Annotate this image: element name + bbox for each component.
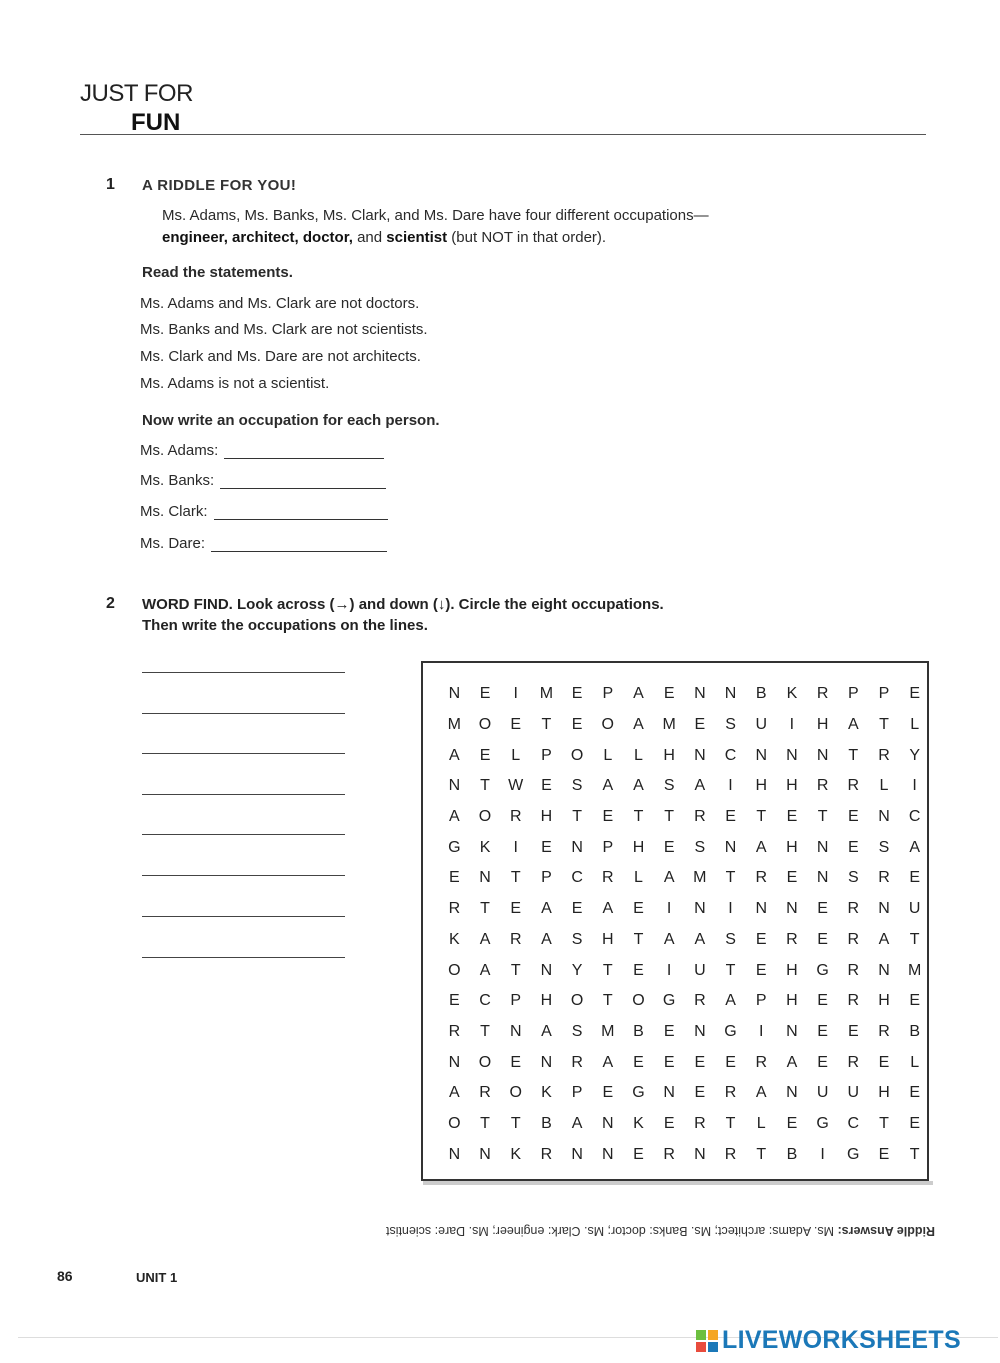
grid-letter[interactable]: E <box>510 900 522 918</box>
grid-letter[interactable]: E <box>817 930 828 948</box>
grid-letter[interactable]: E <box>817 1022 828 1040</box>
grid-letter[interactable]: E <box>909 1114 920 1132</box>
grid-letter[interactable]: H <box>540 992 553 1010</box>
grid-letter[interactable]: K <box>479 838 491 856</box>
liveworksheets-logo[interactable] <box>696 1326 961 1355</box>
grid-letter[interactable]: C <box>479 992 491 1010</box>
grid-letter[interactable]: B <box>755 685 767 703</box>
grid-letter[interactable]: A <box>602 900 614 918</box>
grid-letter[interactable]: N <box>786 1084 798 1102</box>
grid-letter[interactable]: P <box>755 992 767 1010</box>
grid-letter[interactable]: H <box>786 838 798 856</box>
liveworksheets-logo-icon <box>696 1330 718 1352</box>
grid-letter[interactable]: A <box>541 930 552 948</box>
grid-letter[interactable]: M <box>662 716 676 734</box>
grid-letter[interactable]: A <box>633 716 644 734</box>
grid-letter[interactable]: I <box>789 716 795 734</box>
grid-letter[interactable]: S <box>571 777 583 795</box>
grid-letter[interactable]: I <box>728 777 733 795</box>
grid-letter[interactable]: E <box>817 992 828 1010</box>
grid-letter[interactable]: T <box>725 961 736 979</box>
riddle-intro: Ms. Adams, Ms. Banks, Ms. Clark, and Ms. Dare have four different occupations— engineer, architect, doctor, and scientist (but NOT in that order). <box>162 207 709 246</box>
grid-letter[interactable]: R <box>694 992 706 1010</box>
grid-letter[interactable]: N <box>694 746 706 764</box>
grid-letter[interactable]: E <box>663 1114 675 1132</box>
grid-letter[interactable]: T <box>909 1145 920 1163</box>
grid-letter[interactable]: M <box>539 685 554 703</box>
grid-letter[interactable]: O <box>448 1114 461 1132</box>
answer-row-banks <box>140 472 386 489</box>
grid-letter[interactable]: L <box>603 746 613 764</box>
grid-letter[interactable]: T <box>510 961 521 979</box>
grid-letter[interactable]: A <box>602 1053 614 1071</box>
grid-letter[interactable]: R <box>724 1145 737 1163</box>
grid-letter[interactable]: L <box>910 1053 920 1071</box>
grid-letter[interactable]: G <box>632 1084 645 1102</box>
word-find-instructions: WORD FIND. Look across (→) and down (↓). Circle the eight occupations. Then write the occupations on the lines. <box>142 596 664 634</box>
grid-letter[interactable]: K <box>633 1114 644 1132</box>
grid-letter[interactable]: U <box>694 961 706 979</box>
grid-letter[interactable]: I <box>728 900 733 918</box>
grid-letter[interactable]: M <box>601 1022 615 1040</box>
grid-letter[interactable]: U <box>755 716 767 734</box>
grid-letter[interactable]: N <box>786 746 798 764</box>
grid-letter[interactable]: A <box>694 930 706 948</box>
grid-letter[interactable]: R <box>724 1084 737 1102</box>
grid-letter[interactable]: I <box>666 900 672 918</box>
grid-letter[interactable]: E <box>909 685 920 703</box>
section-1-number: 1 <box>106 176 115 193</box>
grid-letter[interactable]: E <box>755 930 767 948</box>
grid-letter[interactable]: U <box>847 1084 860 1102</box>
grid-letter[interactable]: N <box>724 685 737 703</box>
grid-letter[interactable]: N <box>724 838 737 856</box>
answer-blank-banks[interactable] <box>220 488 386 489</box>
grid-letter[interactable]: E <box>541 838 552 856</box>
grid-letter[interactable]: N <box>602 1114 614 1132</box>
riddle-answers-upside-down: Riddle Answers: Ms. Adams: architect; Ms. Banks: doctor; Ms. Clark: engineer; Ms. Dare: scientist <box>385 1224 935 1238</box>
grid-letter[interactable]: E <box>633 900 644 918</box>
word-find-grid <box>439 679 930 1170</box>
grid-letter[interactable]: R <box>847 900 860 918</box>
grid-letter[interactable]: T <box>633 808 644 826</box>
grid-letter[interactable]: A <box>786 1053 798 1071</box>
grid-letter[interactable]: E <box>878 1053 890 1071</box>
grid-letter[interactable]: P <box>541 869 552 887</box>
grid-letter[interactable]: H <box>878 1084 890 1102</box>
grid-letter[interactable]: E <box>725 1053 736 1071</box>
grid-letter[interactable]: I <box>666 961 672 979</box>
grid-letter[interactable]: N <box>816 869 829 887</box>
grid-letter[interactable]: E <box>571 716 583 734</box>
grid-letter[interactable]: H <box>786 777 798 795</box>
grid-letter[interactable]: T <box>817 808 828 826</box>
answer-blank-dare[interactable] <box>211 551 387 552</box>
grid-letter[interactable]: T <box>756 1145 767 1163</box>
grid-letter[interactable]: E <box>817 1053 828 1071</box>
grid-letter[interactable]: I <box>513 838 518 856</box>
title-fun: FUN <box>131 109 181 136</box>
grid-letter[interactable]: S <box>694 838 706 856</box>
grid-letter[interactable]: E <box>479 746 491 764</box>
grid-letter[interactable]: R <box>448 1022 461 1040</box>
grid-letter[interactable]: N <box>786 900 798 918</box>
read-statements-heading: Read the statements. <box>142 264 293 281</box>
grid-letter[interactable]: T <box>633 930 644 948</box>
grid-letter[interactable]: L <box>879 777 889 795</box>
grid-letter[interactable]: T <box>602 961 613 979</box>
liveworksheets-logo-text: LIVEWORKSHEETS <box>722 1326 961 1354</box>
grid-letter[interactable]: T <box>572 808 582 826</box>
grid-letter[interactable]: H <box>786 992 798 1010</box>
grid-letter[interactable]: K <box>786 685 798 703</box>
grid-letter[interactable]: O <box>570 746 584 764</box>
grid-letter[interactable]: I <box>820 1145 825 1163</box>
word-find-grid-box <box>421 661 929 1181</box>
grid-letter[interactable]: L <box>756 1114 766 1132</box>
word-answer-line[interactable] <box>142 957 345 958</box>
grid-letter[interactable]: N <box>755 900 767 918</box>
grid-letter[interactable]: H <box>816 716 829 734</box>
grid-letter[interactable]: G <box>662 992 676 1010</box>
answer-label: Ms. Adams: <box>140 442 219 459</box>
grid-letter[interactable]: R <box>663 1145 675 1163</box>
grid-letter[interactable]: A <box>694 777 706 795</box>
grid-letter[interactable]: R <box>448 900 461 918</box>
grid-letter[interactable]: N <box>694 685 706 703</box>
grid-letter[interactable]: H <box>755 777 767 795</box>
grid-letter[interactable]: E <box>541 777 552 795</box>
grid-letter[interactable]: P <box>602 838 614 856</box>
grid-letter[interactable]: E <box>571 685 583 703</box>
grid-letter[interactable]: U <box>908 900 921 918</box>
grid-letter[interactable]: O <box>478 716 492 734</box>
grid-letter[interactable]: L <box>634 869 643 887</box>
grid-letter[interactable]: A <box>633 685 644 703</box>
grid-letter[interactable]: E <box>602 808 614 826</box>
section-2-number: 2 <box>106 595 115 612</box>
grid-letter[interactable]: N <box>755 746 767 764</box>
grid-letter[interactable]: A <box>449 808 460 826</box>
answer-blank-clark[interactable] <box>214 519 388 520</box>
grid-letter[interactable]: P <box>602 685 614 703</box>
grid-letter[interactable]: T <box>510 869 521 887</box>
grid-letter[interactable]: L <box>634 746 643 764</box>
grid-letter[interactable]: A <box>755 1084 767 1102</box>
grid-letter[interactable]: T <box>756 808 767 826</box>
grid-letter[interactable]: N <box>878 808 890 826</box>
grid-letter[interactable]: T <box>725 869 736 887</box>
grid-letter[interactable]: E <box>725 808 736 826</box>
grid-letter[interactable]: T <box>480 900 490 918</box>
grid-letter[interactable]: R <box>602 869 614 887</box>
grid-letter[interactable]: P <box>510 992 522 1010</box>
grid-letter[interactable]: N <box>602 1145 614 1163</box>
grid-letter[interactable]: P <box>571 1084 583 1102</box>
grid-letter[interactable]: S <box>663 777 675 795</box>
grid-letter[interactable]: N <box>448 685 461 703</box>
grid-letter[interactable]: O <box>601 716 614 734</box>
grid-letter[interactable]: E <box>663 1022 675 1040</box>
grid-letter[interactable]: N <box>878 900 890 918</box>
grid-letter[interactable]: E <box>449 869 460 887</box>
grid-letter[interactable]: K <box>510 1145 522 1163</box>
grid-letter[interactable]: K <box>449 930 460 948</box>
grid-letter[interactable]: C <box>847 1114 860 1132</box>
grid-letter[interactable]: S <box>571 1022 583 1040</box>
grid-letter[interactable]: N <box>786 1022 798 1040</box>
grid-letter[interactable]: T <box>510 1114 521 1132</box>
grid-letter[interactable]: E <box>663 838 675 856</box>
grid-letter[interactable]: A <box>847 716 859 734</box>
grid-letter[interactable]: N <box>540 961 553 979</box>
grid-letter[interactable]: A <box>479 961 491 979</box>
grid-letter[interactable]: T <box>480 777 490 795</box>
word-answer-line[interactable] <box>142 672 345 673</box>
grid-letter[interactable]: S <box>847 869 859 887</box>
grid-letter[interactable]: S <box>725 930 736 948</box>
grid-letter[interactable]: N <box>816 746 829 764</box>
grid-letter[interactable]: E <box>510 1053 522 1071</box>
statement: Ms. Clark and Ms. Dare are not architects. <box>140 348 421 365</box>
grid-letter[interactable]: A <box>663 869 675 887</box>
grid-letter[interactable]: S <box>725 716 736 734</box>
grid-letter[interactable]: L <box>910 716 920 734</box>
grid-letter[interactable]: R <box>847 930 860 948</box>
grid-letter[interactable]: H <box>540 808 553 826</box>
page-number: 86 <box>57 1268 73 1284</box>
grid-letter[interactable]: B <box>909 1022 920 1040</box>
statement: Ms. Adams is not a scientist. <box>140 375 330 392</box>
grid-letter[interactable]: R <box>694 1114 706 1132</box>
grid-letter[interactable]: E <box>786 1114 798 1132</box>
grid-letter[interactable]: B <box>541 1114 552 1132</box>
grid-letter[interactable]: B <box>786 1145 798 1163</box>
grid-letter[interactable]: A <box>909 838 920 856</box>
grid-letter[interactable]: R <box>786 930 798 948</box>
grid-letter[interactable]: E <box>694 1053 706 1071</box>
grid-letter[interactable]: W <box>508 777 524 795</box>
grid-letter[interactable]: H <box>663 746 675 764</box>
grid-letter[interactable]: E <box>755 961 767 979</box>
grid-letter[interactable]: E <box>786 808 798 826</box>
grid-letter[interactable]: O <box>570 992 584 1010</box>
grid-letter[interactable]: N <box>694 900 706 918</box>
grid-letter[interactable]: O <box>509 1084 522 1102</box>
grid-letter[interactable]: T <box>480 1022 490 1040</box>
grid-letter[interactable]: N <box>479 1145 491 1163</box>
answer-row-dare <box>140 535 387 552</box>
grid-letter[interactable]: O <box>632 992 645 1010</box>
grid-letter[interactable]: E <box>602 1084 614 1102</box>
grid-letter[interactable]: P <box>847 685 859 703</box>
grid-letter[interactable]: T <box>879 716 889 734</box>
grid-letter[interactable]: K <box>541 1084 552 1102</box>
answer-row-adams <box>140 442 384 459</box>
grid-letter[interactable]: H <box>878 992 890 1010</box>
grid-letter[interactable]: T <box>664 808 675 826</box>
grid-letter[interactable]: C <box>724 746 737 764</box>
grid-letter[interactable]: E <box>633 1145 644 1163</box>
grid-letter[interactable]: A <box>479 930 491 948</box>
word-answer-line[interactable] <box>142 753 345 754</box>
grid-letter[interactable]: E <box>694 716 706 734</box>
grid-letter[interactable]: R <box>847 777 860 795</box>
grid-letter[interactable]: T <box>602 992 613 1010</box>
grid-letter[interactable]: N <box>816 838 829 856</box>
grid-letter[interactable]: R <box>540 1145 553 1163</box>
grid-letter[interactable]: P <box>878 685 890 703</box>
grid-letter[interactable]: R <box>571 1053 583 1071</box>
grid-letter[interactable]: G <box>816 961 829 979</box>
grid-letter[interactable]: R <box>816 685 829 703</box>
grid-letter[interactable]: I <box>912 777 917 795</box>
grid-letter[interactable]: S <box>878 838 890 856</box>
word-answer-line[interactable] <box>142 916 345 917</box>
grid-letter[interactable]: A <box>449 746 460 764</box>
grid-letter[interactable]: A <box>449 1084 460 1102</box>
grid-letter[interactable]: R <box>479 1084 491 1102</box>
grid-letter[interactable]: A <box>725 992 736 1010</box>
grid-letter[interactable]: N <box>448 1053 461 1071</box>
grid-letter[interactable]: O <box>478 808 492 826</box>
grid-letter[interactable]: R <box>755 1053 767 1071</box>
grid-letter[interactable]: E <box>633 961 644 979</box>
grid-letter[interactable]: E <box>633 1053 644 1071</box>
grid-letter[interactable]: R <box>878 869 890 887</box>
grid-letter[interactable]: R <box>816 777 829 795</box>
grid-letter[interactable]: E <box>694 1084 706 1102</box>
grid-letter[interactable]: N <box>878 961 890 979</box>
answer-label: Ms. Dare: <box>140 535 206 552</box>
grid-letter[interactable]: A <box>633 777 644 795</box>
grid-letter[interactable]: M <box>447 716 461 734</box>
grid-letter[interactable]: R <box>878 746 890 764</box>
grid-letter[interactable]: E <box>909 1084 920 1102</box>
grid-letter[interactable]: N <box>694 1022 706 1040</box>
statement: Ms. Adams and Ms. Clark are not doctors. <box>140 295 420 312</box>
grid-letter[interactable]: E <box>663 685 675 703</box>
grid-letter[interactable]: N <box>509 1022 522 1040</box>
grid-letter[interactable]: G <box>816 1114 829 1132</box>
grid-letter[interactable]: E <box>479 685 491 703</box>
grid-letter[interactable]: E <box>817 900 828 918</box>
grid-letter[interactable]: E <box>909 992 920 1010</box>
grid-letter[interactable]: R <box>755 869 767 887</box>
answer-label: Ms. Clark: <box>140 503 208 520</box>
grid-letter[interactable]: N <box>540 1053 553 1071</box>
grid-letter[interactable]: H <box>786 961 798 979</box>
grid-letter[interactable]: E <box>847 808 859 826</box>
grid-letter[interactable]: N <box>663 1084 675 1102</box>
title-just-for: JUST FOR <box>80 80 193 107</box>
grid-letter[interactable]: C <box>908 808 921 826</box>
grid-letter[interactable]: N <box>448 1145 461 1163</box>
grid-letter[interactable]: C <box>571 869 583 887</box>
grid-letter[interactable]: T <box>848 746 859 764</box>
grid-letter[interactable]: I <box>513 685 518 703</box>
grid-letter[interactable]: Y <box>909 746 920 764</box>
grid-letter[interactable]: M <box>907 961 922 979</box>
grid-letter[interactable]: O <box>478 1053 492 1071</box>
grid-letter[interactable]: U <box>816 1084 829 1102</box>
grid-letter[interactable]: G <box>847 1145 860 1163</box>
grid-letter[interactable]: R <box>509 930 522 948</box>
word-answer-line[interactable] <box>142 713 345 714</box>
grid-letter[interactable]: H <box>632 838 645 856</box>
grid-letter[interactable]: N <box>571 838 583 856</box>
grid-letter[interactable]: E <box>909 869 920 887</box>
grid-letter[interactable]: R <box>847 961 860 979</box>
grid-letter[interactable]: L <box>511 746 521 764</box>
grid-letter[interactable]: N <box>694 1145 706 1163</box>
answer-blank-adams[interactable] <box>224 458 384 459</box>
grid-letter[interactable]: N <box>571 1145 583 1163</box>
grid-letter[interactable]: O <box>448 961 461 979</box>
grid-letter[interactable]: A <box>541 900 552 918</box>
grid-letter[interactable]: A <box>878 930 890 948</box>
grid-letter[interactable]: N <box>448 777 461 795</box>
grid-letter[interactable]: A <box>571 1114 583 1132</box>
grid-letter[interactable]: A <box>663 930 675 948</box>
grid-letter[interactable]: G <box>448 838 461 856</box>
grid-letter[interactable]: I <box>758 1022 764 1040</box>
grid-letter[interactable]: A <box>755 838 767 856</box>
grid-letter[interactable]: E <box>571 900 583 918</box>
grid-letter[interactable]: T <box>879 1114 889 1132</box>
grid-letter[interactable]: H <box>602 930 614 948</box>
write-occupation-heading: Now write an occupation for each person. <box>142 412 440 429</box>
grid-letter[interactable]: T <box>909 930 920 948</box>
section-1-title: A RIDDLE FOR YOU! <box>142 177 297 194</box>
grid-letter[interactable]: E <box>878 1145 890 1163</box>
grid-letter[interactable]: T <box>480 1114 490 1132</box>
grid-letter[interactable]: Y <box>571 961 583 979</box>
grid-letter[interactable]: R <box>509 808 522 826</box>
grid-letter[interactable]: R <box>847 1053 860 1071</box>
grid-letter[interactable]: T <box>725 1114 736 1132</box>
grid-letter[interactable]: B <box>633 1022 644 1040</box>
word-answer-line[interactable] <box>142 794 345 795</box>
statement: Ms. Banks and Ms. Clark are not scientists. <box>140 321 428 338</box>
grid-letter[interactable]: A <box>602 777 614 795</box>
grid-letter[interactable]: E <box>786 869 798 887</box>
grid-letter[interactable]: R <box>694 808 706 826</box>
grid-letter[interactable]: R <box>847 992 860 1010</box>
unit-label: UNIT 1 <box>136 1270 178 1285</box>
answer-row-clark <box>140 503 388 520</box>
title-divider <box>80 134 926 135</box>
grid-letter[interactable]: P <box>541 746 552 764</box>
grid-letter[interactable]: S <box>571 930 583 948</box>
grid-letter[interactable]: E <box>510 716 522 734</box>
grid-letter[interactable]: E <box>847 1022 859 1040</box>
grid-letter[interactable]: M <box>693 869 707 887</box>
word-answer-line[interactable] <box>142 875 345 876</box>
grid-letter[interactable]: A <box>541 1022 552 1040</box>
grid-letter[interactable]: R <box>878 1022 890 1040</box>
grid-letter[interactable]: E <box>663 1053 675 1071</box>
answer-label: Ms. Banks: <box>140 472 215 489</box>
grid-letter[interactable]: N <box>479 869 491 887</box>
grid-letter[interactable]: E <box>449 992 460 1010</box>
grid-letter[interactable]: E <box>847 838 859 856</box>
grid-letter[interactable]: T <box>541 716 552 734</box>
grid-letter[interactable]: G <box>724 1022 737 1040</box>
word-answer-line[interactable] <box>142 834 345 835</box>
